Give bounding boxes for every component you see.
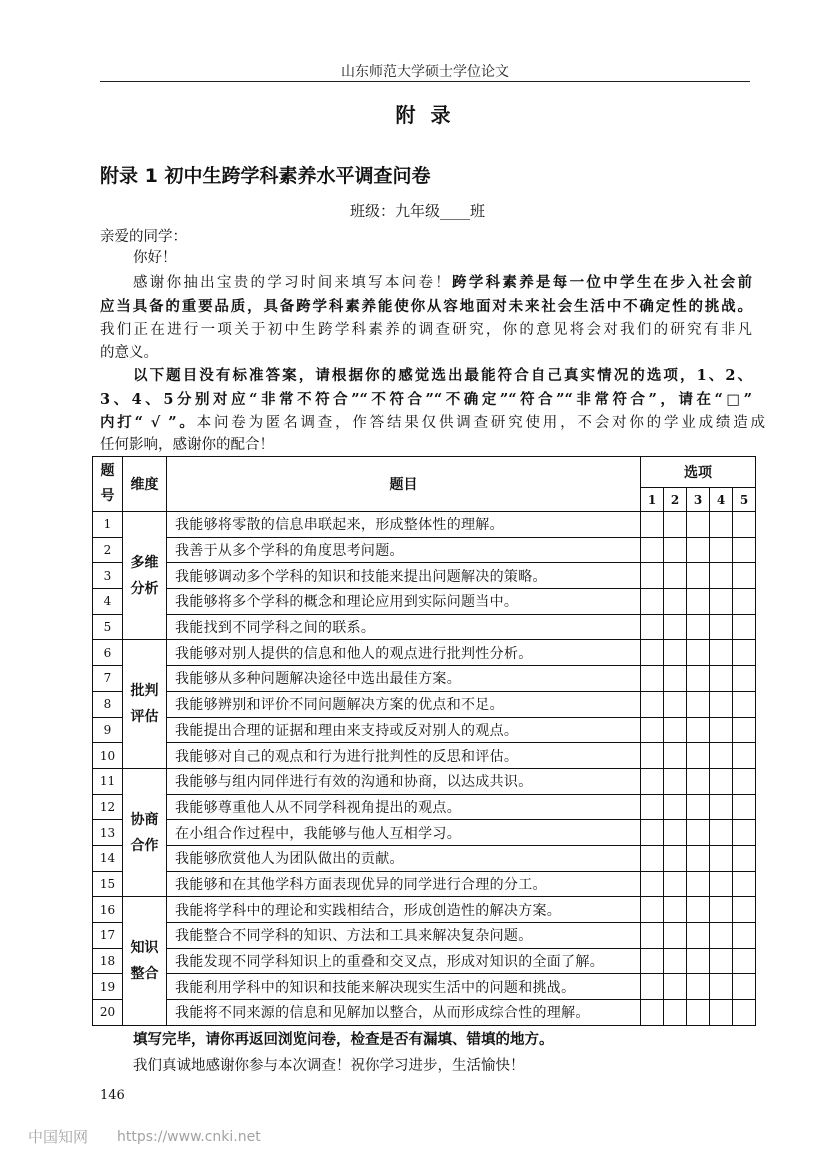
question-number: 10 <box>93 743 123 769</box>
question-number: 5 <box>93 614 123 640</box>
option-box-4[interactable] <box>710 589 733 615</box>
option-box-3[interactable] <box>687 1000 710 1026</box>
appendix-title: 附 录 <box>395 103 455 127</box>
table-row <box>93 820 756 846</box>
option-box-1[interactable] <box>641 768 664 794</box>
salutation: 亲爱的同学： <box>100 229 187 245</box>
option-box-2[interactable] <box>664 1000 687 1026</box>
option-box-5[interactable] <box>733 537 756 563</box>
intro-para2-line1: 以下题目没有标准答案，请根据你的感觉选出最能符合自己真实情况的选项，1、2、 <box>133 367 752 384</box>
option-box-3[interactable] <box>687 717 710 743</box>
option-box-3[interactable] <box>687 640 710 666</box>
table-row <box>93 768 756 794</box>
question-text: 我能够从多种问题解决途径中选出最佳方案。 <box>167 666 641 692</box>
header-number-label: 题号 <box>100 463 115 504</box>
question-number: 4 <box>93 589 123 615</box>
dimension-cell <box>123 640 167 768</box>
question-number: 3 <box>93 563 123 589</box>
option-box-1[interactable] <box>641 512 664 538</box>
question-text: 我能够尊重他人从不同学科视角提出的观点。 <box>167 794 641 820</box>
option-box-5[interactable] <box>733 589 756 615</box>
option-box-4[interactable] <box>710 794 733 820</box>
header-dimension: 维度 <box>123 457 167 512</box>
dimension-cell <box>123 897 167 1025</box>
table-row <box>93 717 756 743</box>
option-box-5[interactable] <box>733 666 756 692</box>
option-box-4[interactable] <box>710 923 733 949</box>
dimension-label: 批判评估 <box>130 683 159 726</box>
dimension-label: 协商合作 <box>130 811 159 854</box>
option-box-4[interactable] <box>710 666 733 692</box>
table-row <box>93 923 756 949</box>
option-box-2[interactable] <box>664 640 687 666</box>
question-text: 我能整合不同学科的知识、方法和工具来解决复杂问题。 <box>167 923 641 949</box>
option-box-2[interactable] <box>664 691 687 717</box>
question-number: 6 <box>93 640 123 666</box>
option-box-5[interactable] <box>733 640 756 666</box>
table-row <box>93 512 756 538</box>
option-box-4[interactable] <box>710 948 733 974</box>
option-box-2[interactable] <box>664 845 687 871</box>
option-box-5[interactable] <box>733 845 756 871</box>
table-header-row <box>93 457 756 488</box>
dimension-label: 多维分析 <box>130 554 159 597</box>
intro-para2-line4: 任何影响，感谢你的配合！ <box>100 437 274 453</box>
table-row <box>93 845 756 871</box>
intro-para1-line3: 我们正在进行一项关于初中生跨学科素养的调查研究，你的意见将会对我们的研究有非凡 <box>100 322 752 338</box>
option-box-4[interactable] <box>710 537 733 563</box>
question-number: 20 <box>93 1000 123 1026</box>
header-option-5: 5 <box>733 488 756 512</box>
option-box-1[interactable] <box>641 717 664 743</box>
option-box-2[interactable] <box>664 589 687 615</box>
question-text: 我能够调动多个学科的知识和技能来提出问题解决的策略。 <box>167 563 641 589</box>
table-row <box>93 743 756 769</box>
option-box-1[interactable] <box>641 614 664 640</box>
option-box-3[interactable] <box>687 512 710 538</box>
dimension-cell <box>123 512 167 640</box>
option-box-5[interactable] <box>733 717 756 743</box>
option-box-3[interactable] <box>687 871 710 897</box>
intro-para2-line2: 3、4、5分别对应“非常不符合”“不符合”“不确定”“符合”“非常符合”，请在“□” <box>100 391 752 408</box>
question-number: 11 <box>93 768 123 794</box>
intro-text: 本问卷为匿名调查，作答结果仅供调查研究使用，不会对你的学业成绩造成 <box>196 415 765 431</box>
option-box-1[interactable] <box>641 691 664 717</box>
table-row <box>93 537 756 563</box>
option-box-3[interactable] <box>687 537 710 563</box>
option-box-1[interactable] <box>641 563 664 589</box>
question-number: 16 <box>93 897 123 923</box>
option-box-3[interactable] <box>687 768 710 794</box>
option-box-1[interactable] <box>641 640 664 666</box>
option-box-4[interactable] <box>710 691 733 717</box>
table-row <box>93 974 756 1000</box>
question-number: 13 <box>93 820 123 846</box>
question-text: 我能够欣赏他人为团队做出的贡献。 <box>167 845 641 871</box>
question-text: 我能利用学科中的知识和技能来解决现实生活中的问题和挑战。 <box>167 974 641 1000</box>
option-box-4[interactable] <box>710 743 733 769</box>
option-box-5[interactable] <box>733 1000 756 1026</box>
question-number: 14 <box>93 845 123 871</box>
option-box-2[interactable] <box>664 666 687 692</box>
option-box-2[interactable] <box>664 897 687 923</box>
option-box-1[interactable] <box>641 923 664 949</box>
option-box-2[interactable] <box>664 768 687 794</box>
question-number: 19 <box>93 974 123 1000</box>
header-option-4: 4 <box>710 488 733 512</box>
header-option-2: 2 <box>664 488 687 512</box>
option-box-3[interactable] <box>687 614 710 640</box>
option-box-1[interactable] <box>641 537 664 563</box>
option-box-1[interactable] <box>641 666 664 692</box>
header-option-1: 1 <box>641 488 664 512</box>
option-box-2[interactable] <box>664 537 687 563</box>
option-box-3[interactable] <box>687 794 710 820</box>
table-row <box>93 871 756 897</box>
header-rule <box>100 81 750 82</box>
table-row <box>93 691 756 717</box>
question-text: 我能够辨别和评价不同问题解决方案的优点和不足。 <box>167 691 641 717</box>
option-box-5[interactable] <box>733 512 756 538</box>
question-number: 8 <box>93 691 123 717</box>
option-box-4[interactable] <box>710 563 733 589</box>
option-box-5[interactable] <box>733 948 756 974</box>
question-number: 12 <box>93 794 123 820</box>
option-box-5[interactable] <box>733 768 756 794</box>
table-row <box>93 897 756 923</box>
question-text: 我善于从多个学科的角度思考问题。 <box>167 537 641 563</box>
question-text: 我能发现不同学科知识上的重叠和交叉点，形成对知识的全面了解。 <box>167 948 641 974</box>
header-option-3: 3 <box>687 488 710 512</box>
question-number: 15 <box>93 871 123 897</box>
option-box-2[interactable] <box>664 923 687 949</box>
option-box-4[interactable] <box>710 871 733 897</box>
option-box-4[interactable] <box>710 845 733 871</box>
greeting: 你好！ <box>133 250 177 266</box>
intro-para1-line4: 的意义。 <box>100 345 158 361</box>
option-box-2[interactable] <box>664 820 687 846</box>
option-box-1[interactable] <box>641 974 664 1000</box>
option-box-1[interactable] <box>641 743 664 769</box>
option-box-3[interactable] <box>687 897 710 923</box>
option-box-2[interactable] <box>664 743 687 769</box>
intro-para2-line3 <box>100 413 765 433</box>
option-box-1[interactable] <box>641 794 664 820</box>
option-box-4[interactable] <box>710 897 733 923</box>
intro-emphasis: 跨学科素养是每一位中学生在步入社会前 <box>452 274 753 291</box>
intro-emphasis: 内打“ √ ”。 <box>100 414 197 431</box>
question-text: 我能够将零散的信息串联起来，形成整体性的理解。 <box>167 512 641 538</box>
option-box-5[interactable] <box>733 794 756 820</box>
option-box-2[interactable] <box>664 974 687 1000</box>
option-box-5[interactable] <box>733 897 756 923</box>
header-number <box>93 457 123 512</box>
option-box-3[interactable] <box>687 563 710 589</box>
option-box-1[interactable] <box>641 820 664 846</box>
option-box-4[interactable] <box>710 768 733 794</box>
option-box-4[interactable] <box>710 614 733 640</box>
option-box-1[interactable] <box>641 948 664 974</box>
option-box-5[interactable] <box>733 563 756 589</box>
option-box-2[interactable] <box>664 614 687 640</box>
closing-thanks: 我们真诚地感谢你参与本次调查！祝你学习进步，生活愉快！ <box>133 1058 525 1074</box>
questionnaire-table <box>92 456 756 1026</box>
option-box-3[interactable] <box>687 743 710 769</box>
question-text: 我能将不同来源的信息和见解加以整合，从而形成综合性的理解。 <box>167 1000 641 1026</box>
option-box-2[interactable] <box>664 871 687 897</box>
intro-text: 感谢你抽出宝贵的学习时间来填写本问卷！ <box>133 275 453 291</box>
option-box-1[interactable] <box>641 897 664 923</box>
intro-para1-line1 <box>133 273 752 293</box>
option-box-2[interactable] <box>664 794 687 820</box>
dimension-label: 知识整合 <box>130 940 159 983</box>
option-box-5[interactable] <box>733 923 756 949</box>
option-box-1[interactable] <box>641 845 664 871</box>
question-number: 9 <box>93 717 123 743</box>
running-header: 山东师范大学硕士学位论文 <box>341 64 509 80</box>
table-row <box>93 948 756 974</box>
intro-para1-line2: 应当具备的重要品质，具备跨学科素养能使你从容地面对未来社会生活中不确定性的挑战。 <box>100 298 752 315</box>
watermark-brand: 中国知网 <box>28 1128 89 1146</box>
question-number: 17 <box>93 923 123 949</box>
question-text: 我能够对自己的观点和行为进行批判性的反思和评估。 <box>167 743 641 769</box>
question-number: 1 <box>93 512 123 538</box>
option-box-3[interactable] <box>687 820 710 846</box>
header-question: 题目 <box>167 457 641 512</box>
option-box-3[interactable] <box>687 666 710 692</box>
section-title: 附录 1 初中生跨学科素养水平调查问卷 <box>100 165 431 187</box>
option-box-4[interactable] <box>710 1000 733 1026</box>
option-box-1[interactable] <box>641 871 664 897</box>
option-box-3[interactable] <box>687 948 710 974</box>
option-box-4[interactable] <box>710 820 733 846</box>
option-box-3[interactable] <box>687 845 710 871</box>
question-text: 我能够与组内同伴进行有效的沟通和协商，以达成共识。 <box>167 768 641 794</box>
option-box-5[interactable] <box>733 974 756 1000</box>
table-row <box>93 794 756 820</box>
option-box-4[interactable] <box>710 512 733 538</box>
option-box-4[interactable] <box>710 640 733 666</box>
option-box-3[interactable] <box>687 923 710 949</box>
table-row <box>93 640 756 666</box>
table-row <box>93 563 756 589</box>
option-box-5[interactable] <box>733 743 756 769</box>
question-text: 我能够和在其他学科方面表现优异的同学进行合理的分工。 <box>167 871 641 897</box>
watermark-url: https://www.cnki.net <box>117 1129 261 1145</box>
table-row <box>93 666 756 692</box>
table-row <box>93 1000 756 1026</box>
option-box-5[interactable] <box>733 871 756 897</box>
question-number: 2 <box>93 537 123 563</box>
option-box-3[interactable] <box>687 691 710 717</box>
questionnaire-body <box>93 512 756 1026</box>
option-box-3[interactable] <box>687 974 710 1000</box>
option-box-4[interactable] <box>710 974 733 1000</box>
option-box-2[interactable] <box>664 717 687 743</box>
page-number: 146 <box>100 1088 125 1103</box>
dimension-cell <box>123 768 167 896</box>
question-text: 我能够对别人提供的信息和他人的观点进行批判性分析。 <box>167 640 641 666</box>
option-box-3[interactable] <box>687 589 710 615</box>
question-text: 我能够将多个学科的概念和理论应用到实际问题当中。 <box>167 589 641 615</box>
question-text: 我能将学科中的理论和实践相结合，形成创造性的解决方案。 <box>167 897 641 923</box>
option-box-1[interactable] <box>641 589 664 615</box>
table-row <box>93 614 756 640</box>
option-box-2[interactable] <box>664 512 687 538</box>
option-box-5[interactable] <box>733 691 756 717</box>
header-options: 选项 <box>641 457 756 488</box>
class-line: 班级：九年级____班 <box>350 202 486 220</box>
option-box-5[interactable] <box>733 614 756 640</box>
question-text: 我能找到不同学科之间的联系。 <box>167 614 641 640</box>
question-number: 7 <box>93 666 123 692</box>
table-row <box>93 589 756 615</box>
option-box-4[interactable] <box>710 717 733 743</box>
option-box-5[interactable] <box>733 820 756 846</box>
closing-reminder: 填写完毕，请你再返回浏览问卷，检查是否有漏填、错填的地方。 <box>133 1031 554 1048</box>
option-box-2[interactable] <box>664 563 687 589</box>
option-box-1[interactable] <box>641 1000 664 1026</box>
question-number: 18 <box>93 948 123 974</box>
option-box-2[interactable] <box>664 948 687 974</box>
question-text: 我能提出合理的证据和理由来支持或反对别人的观点。 <box>167 717 641 743</box>
question-text: 在小组合作过程中，我能够与他人互相学习。 <box>167 820 641 846</box>
